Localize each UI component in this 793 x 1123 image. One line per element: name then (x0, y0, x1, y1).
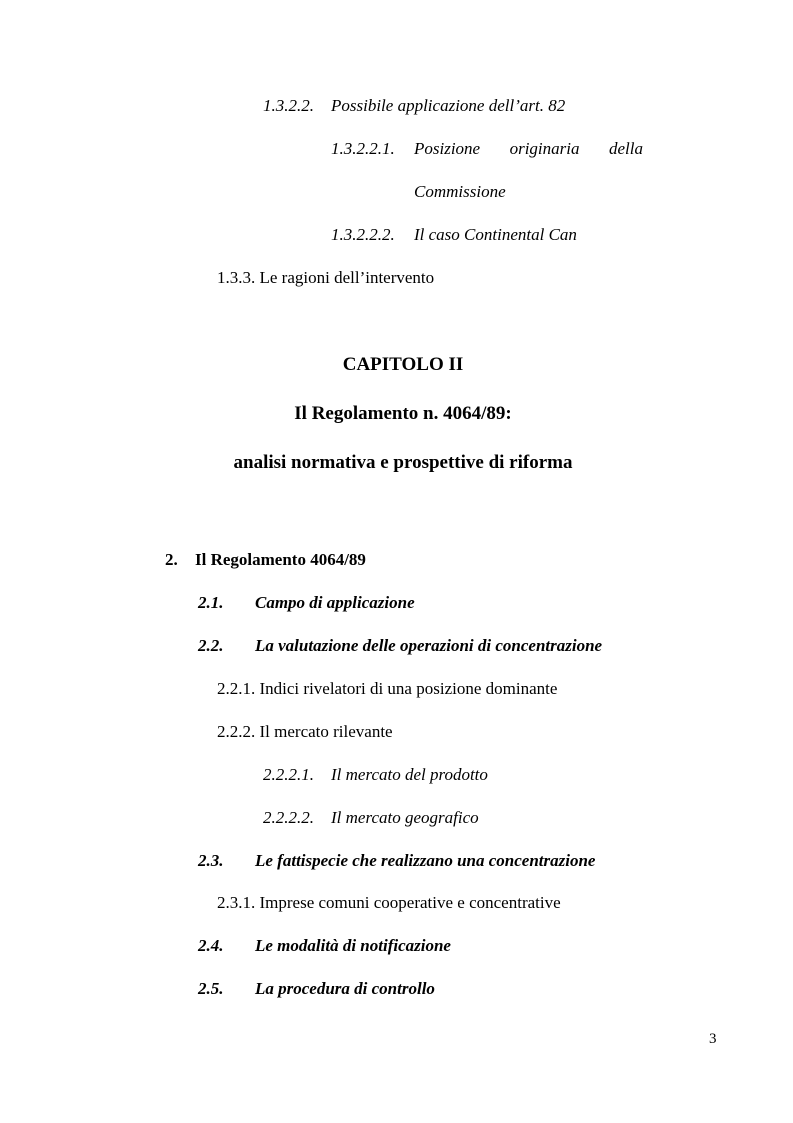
toc-entry-2 (165, 550, 366, 570)
toc-entry-title: Le fattispecie che realizzano una concentrazione (255, 851, 596, 870)
toc-entry-1-3-2-2-2 (331, 225, 577, 245)
toc-entry-title: Possibile applicazione dell’art. 82 (331, 96, 566, 115)
toc-entry-title: Le ragioni dell’intervento (259, 268, 435, 287)
toc-entry-2-2-2-1 (263, 765, 488, 785)
toc-entry-number: 2.2.1. (217, 679, 256, 698)
toc-entry-title: Il caso Continental Can (414, 225, 577, 244)
toc-word: originaria (509, 139, 580, 158)
chapter-title-line-2: analisi normativa e prospettive di riforma (233, 452, 573, 473)
toc-entry-number: 1.3.2.2. (263, 96, 314, 115)
toc-entry-number: 2.2. (198, 636, 224, 655)
toc-entry-number: 2.3.1. (217, 893, 256, 912)
chapter-label: CAPITOLO II (342, 354, 464, 375)
toc-entry-number: 2.4. (198, 936, 224, 955)
toc-entry-title: Campo di applicazione (255, 593, 415, 612)
toc-entry-1-3-3 (217, 268, 434, 288)
toc-word: della (608, 139, 643, 158)
toc-entry-title: La procedura di controllo (255, 979, 435, 998)
toc-entry-1-3-2-2 (263, 96, 565, 116)
toc-entry-2-3-1 (217, 893, 561, 913)
chapter-title-line-1: Il Regolamento n. 4064/89: (294, 403, 512, 424)
toc-entry-number: 1.3.3. (217, 268, 256, 287)
toc-entry-number: 2.5. (198, 979, 224, 998)
toc-entry-title: Indici rivelatori di una posizione dominante (259, 679, 558, 698)
toc-entry-2-2 (198, 636, 602, 656)
toc-entry-title: Le modalità di notificazione (255, 936, 451, 955)
toc-entry-title: La valutazione delle operazioni di concentrazione (255, 636, 603, 655)
toc-entry-1-3-2-2-1 (331, 139, 643, 159)
toc-entry-title: Il mercato geografico (331, 808, 479, 827)
toc-entry-number: 2. (165, 550, 178, 569)
toc-entry-2-3 (198, 851, 595, 871)
toc-entry-2-2-1 (217, 679, 557, 699)
toc-entry-2-5 (198, 979, 435, 999)
toc-entry-number: 2.3. (198, 851, 224, 870)
toc-entry-2-2-2-2 (263, 808, 479, 828)
toc-entry-number: 2.2.2.2. (263, 808, 314, 827)
toc-entry-number: 1.3.2.2.1. (331, 139, 395, 158)
toc-entry-title: Il Regolamento 4064/89 (195, 550, 366, 569)
page-number: 3 (709, 1031, 717, 1047)
toc-entry-title: Il mercato del prodotto (331, 765, 488, 784)
toc-entry-title (414, 139, 643, 159)
toc-entry-number: 2.2.2.1. (263, 765, 314, 784)
toc-entry-title: Il mercato rilevante (259, 722, 393, 741)
toc-entry-2-4 (198, 936, 451, 956)
toc-entry-number: 2.1. (198, 593, 224, 612)
toc-entry-number: 2.2.2. (217, 722, 256, 741)
toc-entry-number: 1.3.2.2.2. (331, 225, 395, 244)
toc-entry-title: Imprese comuni cooperative e concentrative (259, 893, 561, 912)
toc-word: Posizione (414, 139, 481, 158)
toc-entry-title-continuation: Commissione (414, 182, 506, 201)
toc-entry-2-2-2 (217, 722, 393, 742)
toc-entry-2-1 (198, 593, 415, 613)
